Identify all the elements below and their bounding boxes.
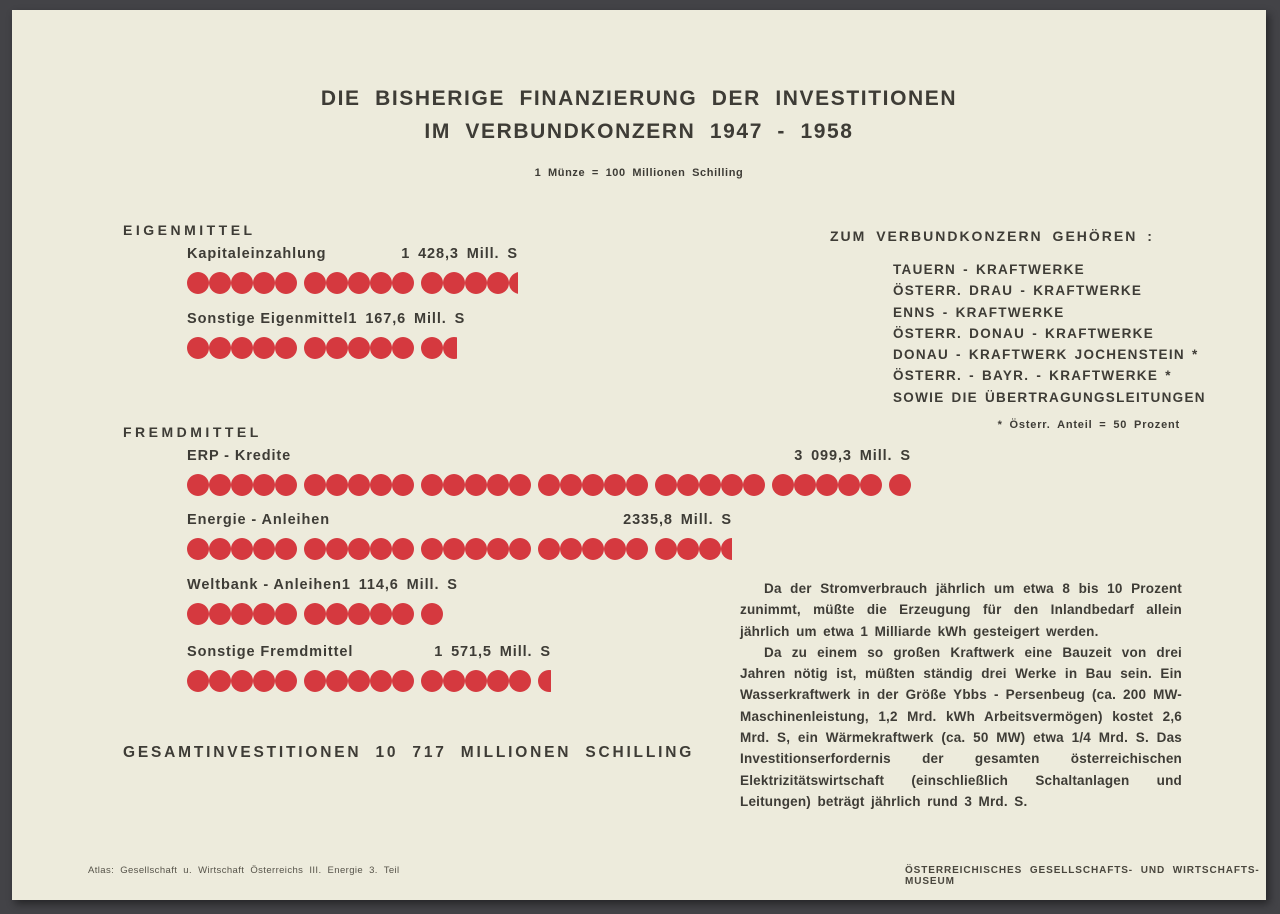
coin-icon: [187, 603, 209, 625]
coin-icon: [699, 538, 721, 560]
coin-icon: [348, 538, 370, 560]
coin-icon: [348, 272, 370, 294]
coin-icon: [889, 474, 911, 496]
pictogram-row: [187, 644, 551, 692]
coin-icon: [465, 474, 487, 496]
row-value: 3 099,3 Mill. S: [794, 448, 911, 464]
coin-icon: [326, 474, 348, 496]
coin-icon: [209, 538, 231, 560]
coin-icon: [538, 538, 560, 560]
coin-icon: [677, 538, 699, 560]
row-label: Kapitaleinzahlung: [187, 246, 327, 262]
coin-icon: [509, 474, 531, 496]
pictogram-row: [187, 246, 518, 294]
coin-icon: [304, 603, 326, 625]
coin-icon: [275, 272, 297, 294]
coin-partial-icon: [443, 337, 457, 359]
coin-icon: [421, 272, 443, 294]
coin-icon: [604, 538, 626, 560]
museum-credit: ÖSTERREICHISCHES GESELLSCHAFTS- UND WIRTSCHAFTS- MUSEUM: [905, 865, 1260, 887]
coin-icon: [348, 670, 370, 692]
coin-icon: [421, 474, 443, 496]
coin-icon: [421, 603, 443, 625]
coin-icon: [187, 272, 209, 294]
coin-icon: [465, 670, 487, 692]
row-value: 1 114,6 Mill. S: [341, 577, 458, 593]
coin-icon: [304, 474, 326, 496]
coin-icon: [487, 272, 509, 294]
coin-icon: [838, 474, 860, 496]
coin-icon: [509, 538, 531, 560]
coin-icon: [187, 337, 209, 359]
coin-icon: [275, 670, 297, 692]
coin-icon: [772, 474, 794, 496]
row-value: 1 167,6 Mill. S: [348, 311, 466, 327]
page-title: [12, 82, 1266, 148]
coin-unit-legend: 1 Münze = 100 Millionen Schilling: [534, 167, 744, 179]
coin-icon: [465, 538, 487, 560]
coin-row: [187, 603, 443, 625]
coin-icon: [582, 474, 604, 496]
coin-icon: [560, 538, 582, 560]
coin-icon: [392, 337, 414, 359]
coin-icon: [487, 474, 509, 496]
coin-icon: [604, 474, 626, 496]
coin-icon: [326, 272, 348, 294]
title-line-1: DIE BISHERIGE FINANZIERUNG DER INVESTITIONEN: [320, 87, 958, 110]
coin-icon: [348, 337, 370, 359]
row-label: Weltbank - Anleihen: [187, 577, 342, 593]
coin-icon: [392, 670, 414, 692]
section-label-fremdmittel: FREMDMITTEL: [123, 424, 262, 440]
coin-icon: [253, 337, 275, 359]
pictogram-row: [187, 577, 458, 625]
coin-icon: [626, 474, 648, 496]
member-list-item: TAUERN - KRAFTWERKE: [893, 262, 1085, 277]
coin-icon: [326, 538, 348, 560]
coin-partial-icon: [509, 272, 518, 294]
coin-icon: [392, 538, 414, 560]
title-line-2: IM VERBUNDKONZERN 1947 - 1958: [424, 120, 854, 143]
coin-icon: [231, 474, 253, 496]
coin-icon: [816, 474, 838, 496]
coin-icon: [509, 670, 531, 692]
coin-icon: [655, 474, 677, 496]
coin-icon: [209, 474, 231, 496]
coin-icon: [253, 272, 275, 294]
coin-icon: [677, 474, 699, 496]
coin-row: [187, 474, 911, 496]
coin-icon: [304, 272, 326, 294]
coin-icon: [421, 670, 443, 692]
row-label: Sonstige Eigenmittel: [187, 311, 349, 327]
coin-icon: [626, 538, 648, 560]
coin-icon: [326, 603, 348, 625]
coin-icon: [443, 272, 465, 294]
coin-icon: [275, 538, 297, 560]
coin-icon: [253, 603, 275, 625]
coin-row: [187, 538, 732, 560]
coin-icon: [465, 272, 487, 294]
coin-icon: [275, 474, 297, 496]
coin-icon: [794, 474, 816, 496]
member-list-item: ÖSTERR. - BAYR. - KRAFTWERKE *: [893, 368, 1172, 384]
coin-icon: [392, 474, 414, 496]
coin-row: [187, 670, 551, 692]
coin-icon: [370, 337, 392, 359]
coin-partial-icon: [721, 538, 732, 560]
explanatory-text: [740, 578, 1182, 812]
coin-icon: [487, 538, 509, 560]
coin-icon: [187, 474, 209, 496]
coin-icon: [699, 474, 721, 496]
member-list-item: ÖSTERR. DONAU - KRAFTWERKE: [893, 325, 1155, 341]
coin-icon: [209, 603, 231, 625]
row-value: 2335,8 Mill. S: [623, 512, 732, 528]
coin-icon: [443, 670, 465, 692]
member-list-item: ENNS - KRAFTWERKE: [893, 304, 1065, 320]
coin-icon: [209, 670, 231, 692]
coin-icon: [443, 538, 465, 560]
row-value: 1 428,3 Mill. S: [401, 246, 518, 262]
coin-icon: [304, 670, 326, 692]
row-label: Energie - Anleihen: [187, 512, 330, 528]
coin-icon: [721, 474, 743, 496]
coin-icon: [392, 603, 414, 625]
coin-icon: [253, 538, 275, 560]
coin-icon: [187, 538, 209, 560]
member-list-item: DONAU - KRAFTWERK JOCHENSTEIN *: [893, 347, 1199, 363]
pictogram-row: [187, 512, 732, 560]
coin-icon: [655, 538, 677, 560]
coin-icon: [560, 474, 582, 496]
coin-icon: [421, 538, 443, 560]
coin-icon: [275, 337, 297, 359]
row-value: 1 571,5 Mill. S: [434, 644, 551, 660]
section-label-eigenmittel: EIGENMITTEL: [123, 222, 256, 238]
coin-icon: [421, 337, 443, 359]
coin-icon: [231, 603, 253, 625]
coin-icon: [187, 670, 209, 692]
member-list-heading: ZUM VERBUNDKONZERN GEHÖREN :: [830, 228, 1154, 244]
coin-icon: [326, 670, 348, 692]
row-label: Sonstige Fremdmittel: [187, 644, 354, 660]
paragraph: Da der Stromverbrauch jährlich um etwa 8 bis 10 Prozent zunimmt, müßte die Erzeugung für den Inlandbedarf allein jährlich um etwa 1 Milliarde kWh gesteigert werden.: [740, 581, 1182, 639]
coin-row: [187, 337, 457, 359]
poster: [12, 10, 1266, 900]
coin-icon: [253, 474, 275, 496]
coin-icon: [275, 603, 297, 625]
atlas-source-note: Atlas: Gesellschaft u. Wirtschaft Österreichs III. Energie 3. Teil: [88, 865, 400, 876]
pictogram-row: [187, 311, 466, 359]
coin-icon: [370, 474, 392, 496]
coin-icon: [370, 272, 392, 294]
coin-partial-icon: [538, 670, 551, 692]
coin-icon: [231, 272, 253, 294]
member-list-footnote: * Österr. Anteil = 50 Prozent: [997, 419, 1180, 431]
coin-row: [187, 272, 518, 294]
coin-icon: [231, 337, 253, 359]
member-list: [893, 259, 1206, 408]
coin-icon: [538, 474, 560, 496]
coin-icon: [487, 670, 509, 692]
coin-icon: [253, 670, 275, 692]
coin-icon: [326, 337, 348, 359]
coin-icon: [231, 670, 253, 692]
coin-icon: [304, 538, 326, 560]
coin-icon: [304, 337, 326, 359]
paragraph: Da zu einem so großen Kraftwerk eine Bauzeit von drei Jahren nötig ist, müßten ständig drei Werke in Bau sein. Ein Wasserkraftwerk in der Größe Ybbs - Persenbeug (ca. 200 MW-Maschinenleistung, 1,2 Mrd. kWh Arbeitsvermögen) kostet 2,6 Mrd. S, ein Wärmekraftwerk (ca. 50 MW) etwa 1/4 Mrd. S. Das Investitionserfordernis der gesamten österreichischen Elektrizitätswirtschaft (einschließlich Schaltanlagen und Leitungen) beträgt jährlich rund 3 Mrd. S.: [740, 644, 1182, 809]
member-list-item: ÖSTERR. DRAU - KRAFTWERKE: [893, 283, 1143, 299]
coin-icon: [370, 670, 392, 692]
coin-icon: [348, 603, 370, 625]
coin-icon: [348, 474, 370, 496]
coin-icon: [370, 603, 392, 625]
coin-icon: [231, 538, 253, 560]
coin-icon: [582, 538, 604, 560]
coin-icon: [209, 337, 231, 359]
coin-icon: [370, 538, 392, 560]
member-list-item: SOWIE DIE ÜBERTRAGUNGSLEITUNGEN: [893, 389, 1206, 405]
row-label: ERP - Kredite: [187, 448, 292, 464]
coin-icon: [860, 474, 882, 496]
total-investments-line: GESAMTINVESTITIONEN 10 717 MILLIONEN SCHILLING: [123, 744, 695, 761]
coin-icon: [392, 272, 414, 294]
coin-icon: [443, 474, 465, 496]
coin-icon: [743, 474, 765, 496]
coin-icon: [209, 272, 231, 294]
pictogram-row: [187, 448, 911, 496]
